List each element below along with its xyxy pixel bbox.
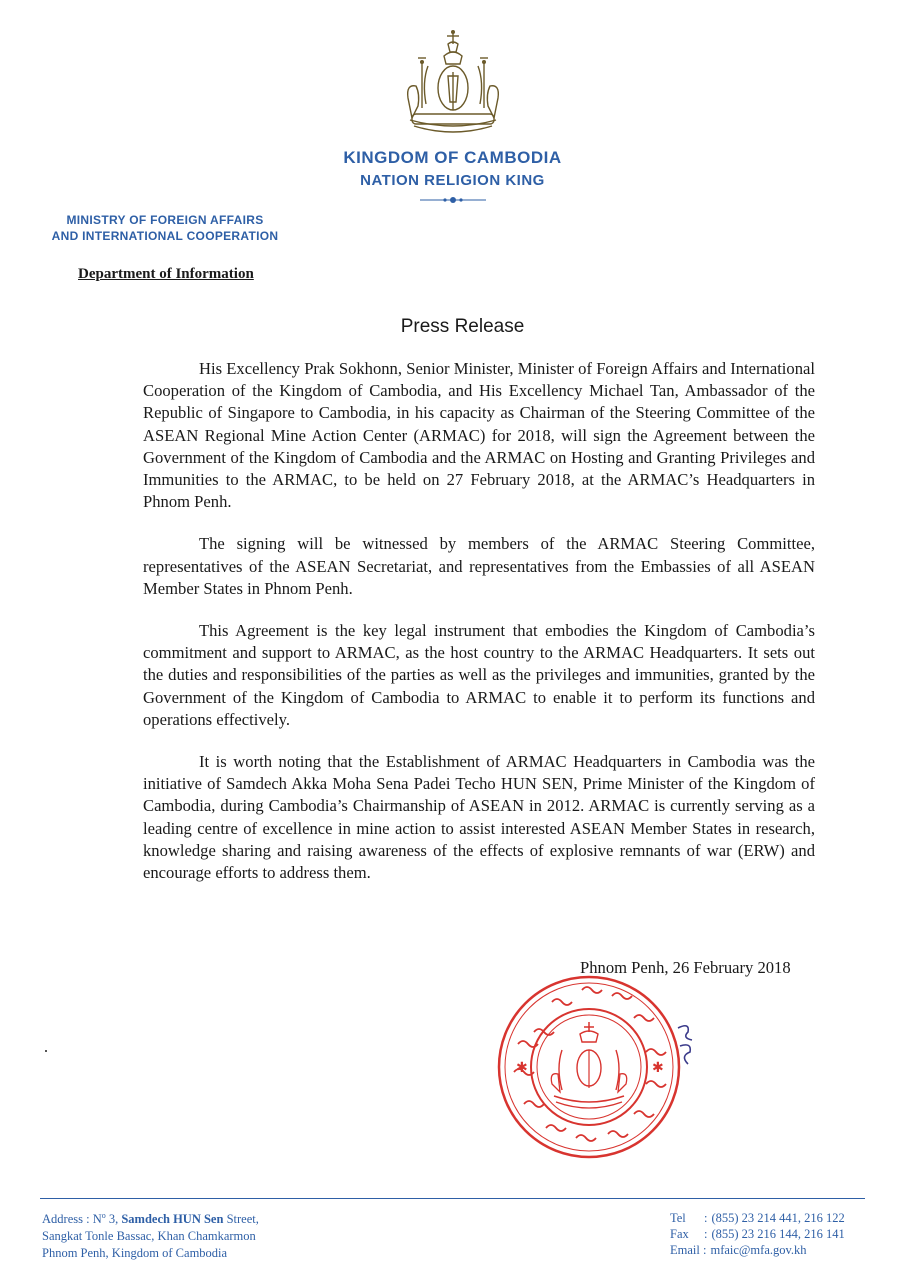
address-line-1 [42, 1207, 259, 1228]
footer-address [42, 1207, 259, 1262]
paragraph-3: This Agreement is the key legal instrument that embodies the Kingdom of Cambodia’s commitment and support to ARMAC, as the host country to the ARMAC Headquarters. It sets out the duties and responsibilities of the parties as well as the privileges and immunities, granted by the Government of the Kingdom of Cambodia to ARMAC to enable it to perform its functions and operations effectively. [143, 621, 815, 729]
document-title: Press Release [400, 316, 525, 337]
address-street-name: Samdech HUN Sen [121, 1212, 224, 1227]
department-heading: Department of Information [78, 266, 254, 282]
email-label: Email [670, 1243, 700, 1257]
tel-label: Tel [670, 1211, 686, 1225]
ministry-line-1: MINISTRY OF FOREIGN AFFAIRS [66, 213, 264, 227]
fax-label: Fax [670, 1227, 689, 1241]
signature-mark-icon [672, 1020, 700, 1070]
ministry-line-2: AND INTERNATIONAL COOPERATION [51, 229, 279, 243]
press-release-body [143, 358, 815, 904]
fax-value: (855) 23 216 144, 216 141 [711, 1227, 845, 1241]
contact-fax-row: Fax : (855) 23 216 144, 216 141 [670, 1227, 845, 1241]
paragraph-1: His Excellency Prak Sokhonn, Senior Minister, Minister of Foreign Affairs and International Cooperation of the Kingdom of Cambodia, and His Excellency Michael Tan, Ambassador of the Republic of Singapore to Cambodia, in his capacity as Chairman of the Steering Committee of the ASEAN Regional Mine Action Center (ARMAC) for 2018, will sign the Agreement between the Government of the Kingdom of Cambodia and the ARMAC on Hosting and Granting Privileges and Immunities to the ARMAC, to be held on 27 February 2018, at the ARMAC’s Headquarters in Phnom Penh. [143, 359, 815, 512]
svg-text:✱: ✱ [516, 1060, 528, 1076]
kingdom-title: KINGDOM OF CAMBODIA [343, 148, 562, 167]
address-street-suffix: Street, [223, 1212, 259, 1227]
footer-divider [40, 1198, 865, 1199]
address-number-sup: o [101, 1211, 106, 1220]
contact-tel-row: Tel : (855) 23 214 441, 216 122 [670, 1211, 845, 1225]
svg-text:✱: ✱ [652, 1060, 664, 1076]
address-number: 3, [105, 1212, 122, 1227]
footer-contact [670, 1210, 845, 1258]
paragraph-2: The signing will be witnessed by members of the ARMAC Steering Committee, representatives of the ASEAN Secretariat, and representatives from the Embassies of all ASEAN Member States in Phnom Penh. [143, 534, 815, 598]
contact-email-row: Email : mfaic@mfa.gov.kh [670, 1243, 807, 1257]
royal-coat-of-arms-icon [398, 28, 508, 140]
ministry-name [40, 212, 290, 244]
address-line-2: Sangkat Tonle Bassac, Khan Chamkarmon [42, 1229, 256, 1244]
address-label: Address : N [42, 1212, 102, 1227]
email-value[interactable]: mfaic@mfa.gov.kh [710, 1243, 807, 1257]
scan-speck [45, 1050, 47, 1052]
dateline: Phnom Penh, 26 February 2018 [580, 958, 791, 977]
official-seal-icon [494, 972, 684, 1162]
address-line-3: Phnom Penh, Kingdom of Cambodia [42, 1246, 228, 1261]
ornament-divider-icon [418, 192, 488, 202]
paragraph-4: It is worth noting that the Establishment of ARMAC Headquarters in Cambodia was the initiative of Samdech Akka Moha Sena Padei Techo HUN SEN, Prime Minister of the Kingdom of Cambodia, during Cambodia’s Chairmanship of ASEAN in 2012. ARMAC is currently serving as a leading centre of excellence in mine action to assist interested ASEAN Member States in research, knowledge sharing and raising awareness of the effects of explosive remnants of war (ERW) and encourage efforts to address them. [143, 752, 815, 883]
national-motto: NATION RELIGION KING [360, 172, 545, 189]
tel-value: (855) 23 214 441, 216 122 [711, 1211, 845, 1225]
